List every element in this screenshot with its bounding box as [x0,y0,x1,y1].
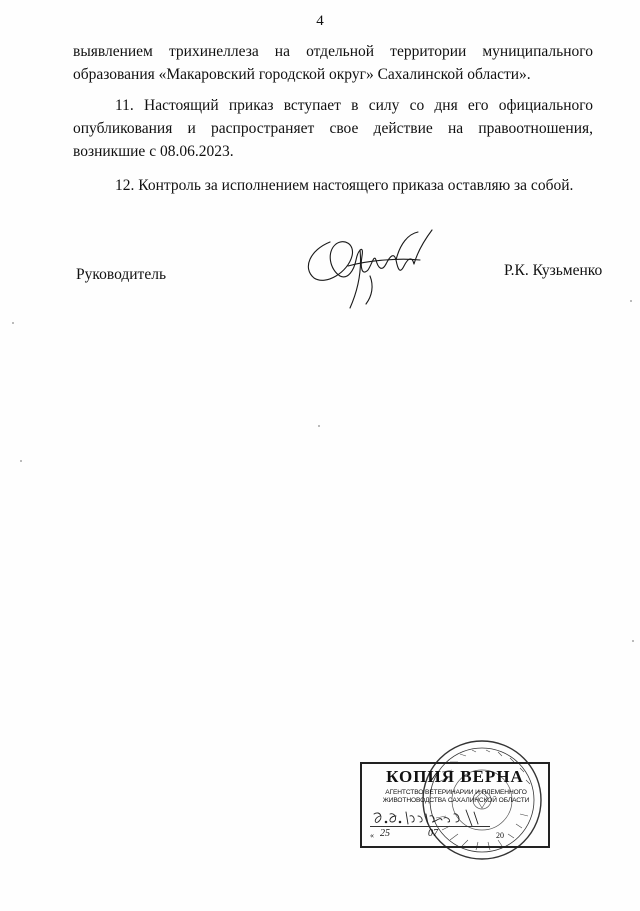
page-number: 4 [316,13,324,29]
paragraph-item-12 [73,174,593,197]
paragraph-line: образования «Макаровский городской округ» Сахалинской области». [73,66,531,83]
handwritten-signature [300,220,440,315]
stamp-date-day: 25 [380,828,390,839]
signer-name: Р.К. Кузьменко [504,262,603,279]
stamp-date-year: 20 [496,831,504,840]
paragraph-item-11 [73,94,593,163]
stamp-title: КОПИЯ ВЕРНА [386,767,524,786]
paragraph-line: выявлением трихинеллеза на отдельной территории муниципального [73,43,593,60]
certification-stamp [352,738,562,868]
stamp-date-prefix: « [370,831,374,840]
scan-speck [632,640,634,642]
scan-speck [630,300,632,302]
scan-speck [20,460,22,462]
paragraph-continuation [73,40,593,86]
stamp-signature-line [370,826,490,827]
stamp-agency-line: ЖИВОТНОВОДСТВА САХАЛИНСКОЙ ОБЛАСТИ [382,797,530,804]
stamp-date-month: 07 [428,828,438,839]
paragraph-line: опубликования и распространяет свое действие на правоотношения, [73,120,593,137]
paragraph-line: возникшие с 08.06.2023. [73,143,234,160]
stamp-agency-line: АГЕНТСТВО ВЕТЕРИНАРИИ И ПЛЕМЕННОГО [385,789,527,796]
paragraph-line: 12. Контроль за исполнением настоящего приказа оставляю за собой. [115,177,574,194]
copy-certified-box [360,762,550,848]
scan-speck [318,425,320,427]
paragraph-line: 11. Настоящий приказ вступает в силу со дня его официального [115,97,593,114]
scan-speck [12,322,14,324]
signer-title: Руководитель [76,266,167,283]
stamp-handwritten-name [370,808,480,828]
